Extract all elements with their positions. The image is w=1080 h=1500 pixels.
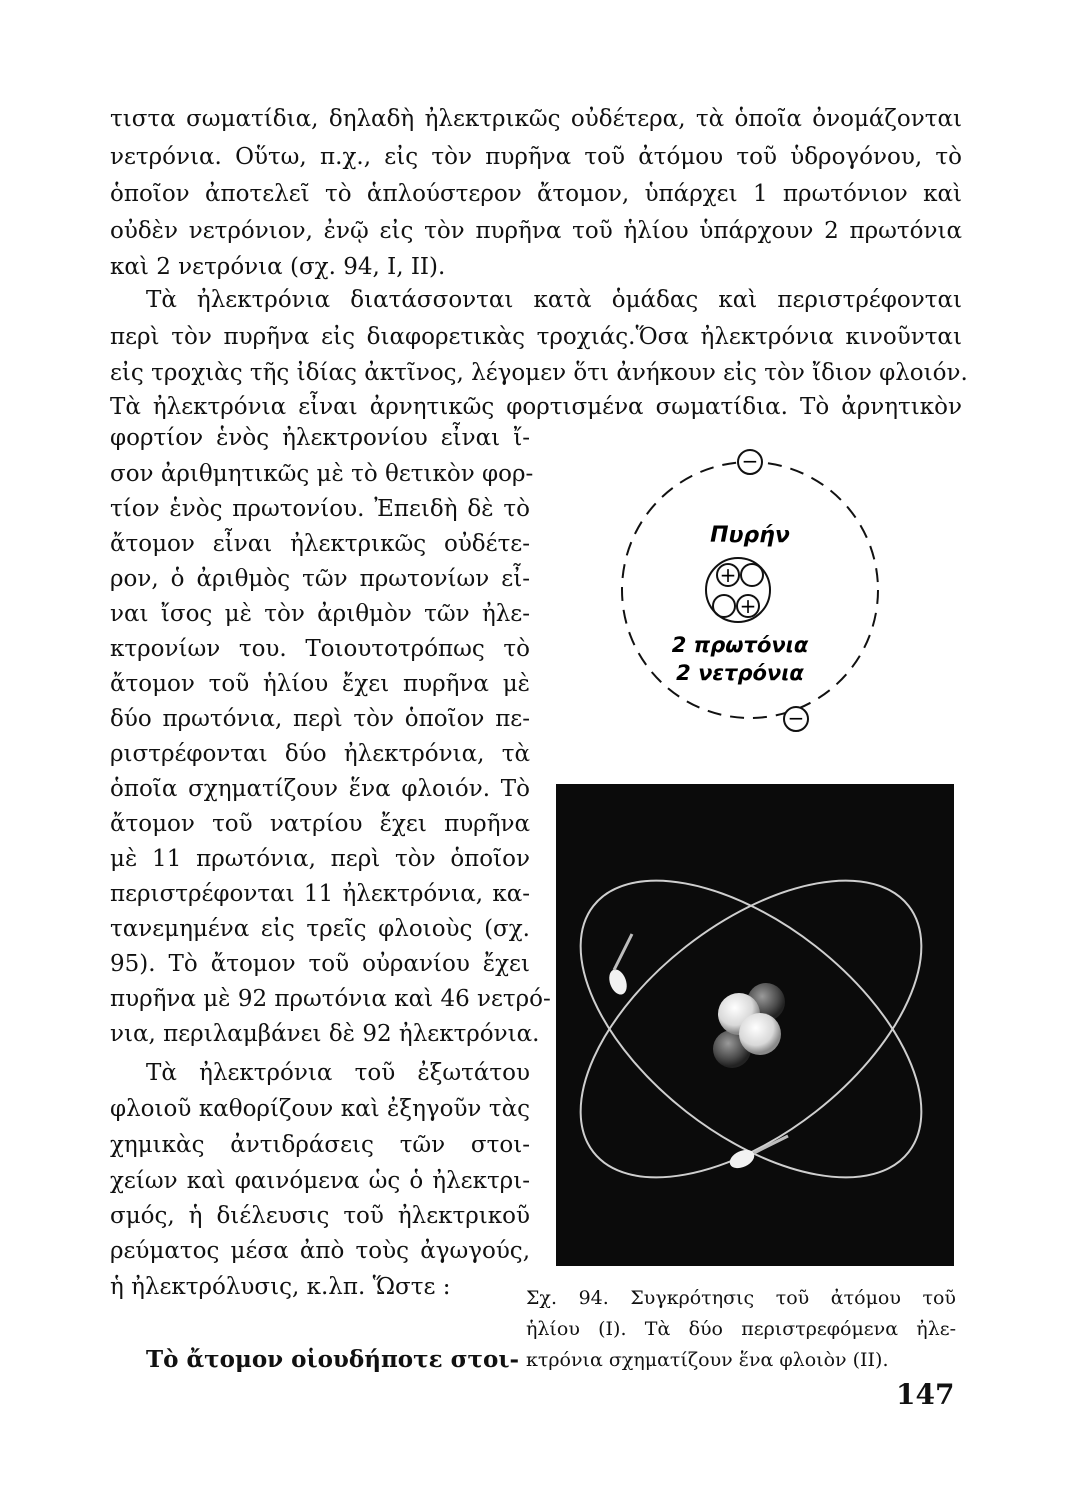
column-line: μὲ 11 πρωτόνια, περὶ τὸν ὁποῖον — [110, 846, 530, 872]
proton — [737, 594, 759, 618]
body-line: νετρόνια. Οὕτω, π.χ., εἰς τὸν πυρῆνα τοῦ ἀτόμου τοῦ ὑδρογόνου, τὸ — [110, 144, 962, 170]
column-line: τίον ἑνὸς πρωτονίου. Ἐπειδὴ δὲ τὸ — [110, 496, 530, 522]
column-line: χείων καὶ φαινόμενα ὡς ὁ ἠλεκτρι- — [110, 1168, 530, 1194]
body-line: περὶ τὸν πυρῆνα εἰς διαφορετικὰς τροχιάς.Ὅσα ἠλεκτρόνια κινοῦνται — [110, 324, 962, 350]
proton — [717, 563, 739, 587]
page-number: 147 — [896, 1378, 955, 1411]
neutrons-label: 2 νετρόνια — [676, 661, 804, 685]
column-line: φορτίον ἑνὸς ἠλεκτρονίου εἶναι ἴ- — [110, 425, 530, 451]
body-line: οὐδὲν νετρόνιον, ἐνῷ εἰς τὸν πυρῆνα τοῦ ἡλίου ὑπάρχουν 2 πρωτόνια — [110, 218, 962, 244]
neutron — [741, 564, 763, 586]
svg-text:+: + — [719, 563, 737, 587]
nucleus-label: Πυρήν — [710, 523, 790, 548]
column-line: ἡ ἠλεκτρόλυσις, κ.λπ. Ὥστε : — [110, 1274, 451, 1300]
column-line: φλοιοῦ καθορίζουν καὶ ἐξηγοῦν τὰς — [110, 1096, 530, 1122]
column-line: σον ἀριθμητικῶς μὲ τὸ θετικὸν φορ- — [110, 461, 534, 487]
body-line: ὁποῖον ἀποτελεῖ τὸ ἁπλούστερον ἄτομον, ὑπάρχει 1 πρωτόνιον καὶ — [110, 181, 962, 207]
body-line: καὶ 2 νετρόνια (σχ. 94, I, II). — [110, 254, 446, 280]
figure-caption: Σχ. 94. Συγκρότησις τοῦ ἀτόμου τοῦ — [526, 1287, 956, 1309]
svg-text:−: − — [787, 706, 805, 730]
body-line: Τὰ ἠλεκτρόνια εἶναι ἀρνητικῶς φορτισμένα σωματίδια. Τὸ ἀρνητικὸν — [110, 394, 962, 420]
svg-text:−: − — [741, 449, 759, 473]
neutron — [713, 595, 735, 617]
nucleon-light — [739, 1013, 781, 1055]
helium-atom-diagram — [600, 440, 900, 740]
column-line: κτρονίων του. Τοιουτοτρόπως τὸ — [110, 636, 530, 662]
column-line: δύο πρωτόνια, περὶ τὸν ὁποῖον πε- — [110, 706, 530, 732]
column-line: τανεμημένα εἰς τρεῖς φλοιοὺς (σχ. — [110, 916, 530, 942]
column-line: σμός, ἡ διέλευσις τοῦ ἠλεκτρικοῦ — [110, 1203, 530, 1229]
body-line: εἰς τροχιὰς τῆς ἰδίας ἀκτῖνος, λέγομεν ὅτι ἀνήκουν εἰς τὸν ἴδιον φλοιόν. — [110, 360, 968, 386]
bold-statement: Τὸ ἄτομον οἱουδήποτε στοι- — [146, 1346, 520, 1373]
column-line: ἄτομον τοῦ ἡλίου ἔχει πυρῆνα μὲ — [110, 671, 530, 697]
electron-bottom — [784, 706, 808, 731]
column-line: ὁποῖα σχηματίζουν ἕνα φλοιόν. Τὸ — [110, 776, 530, 802]
column-line: περιστρέφονται 11 ἠλεκτρόνια, κα- — [110, 881, 530, 907]
figure-caption: κτρόνια σχηματίζουν ἕνα φλοιὸν (II). — [526, 1349, 889, 1371]
column-line: ναι ἴσος μὲ τὸν ἀριθμὸν τῶν ἠλε- — [110, 601, 530, 627]
protons-label: 2 πρωτόνια — [671, 633, 809, 657]
body-line: τιστα σωματίδια, δηλαδὴ ἠλεκτρικῶς οὐδέτερα, τὰ ὁποῖα ὀνομάζονται — [110, 106, 962, 132]
column-line: χημικὰς ἀντιδράσεις τῶν στοι- — [110, 1132, 530, 1158]
column-line: νια, περιλαμβάνει δὲ 92 ἠλεκτρόνια. — [110, 1021, 540, 1047]
body-line: Τὰ ἠλεκτρόνια διατάσσονται κατὰ ὁμάδας καὶ περιστρέφονται — [146, 287, 962, 313]
column-line: Τὰ ἠλεκτρόνια τοῦ ἐξωτάτου — [146, 1060, 530, 1086]
svg-text:+: + — [739, 594, 757, 618]
column-line: ρον, ὁ ἀριθμὸς τῶν πρωτονίων εἶ- — [110, 566, 530, 592]
column-line: ριστρέφονται δύο ἠλεκτρόνια, τὰ — [110, 741, 530, 767]
column-line: ἄτομον τοῦ νατρίου ἔχει πυρῆνα — [110, 811, 530, 837]
column-line: πυρῆνα μὲ 92 πρωτόνια καὶ 46 νετρό- — [110, 986, 551, 1012]
column-line: ἄτομον εἶναι ἠλεκτρικῶς οὐδέτε- — [110, 531, 530, 557]
column-line: 95). Τὸ ἄτομον τοῦ οὐρανίου ἔχει — [110, 951, 530, 977]
atom-model-photo — [556, 784, 954, 1266]
figure-caption: ἡλίου (I). Τὰ δύο περιστρεφόμενα ἠλε- — [526, 1318, 956, 1340]
electron-top — [738, 449, 762, 474]
column-line: ρεύματος μέσα ἀπὸ τοὺς ἀγωγούς, — [110, 1238, 530, 1264]
